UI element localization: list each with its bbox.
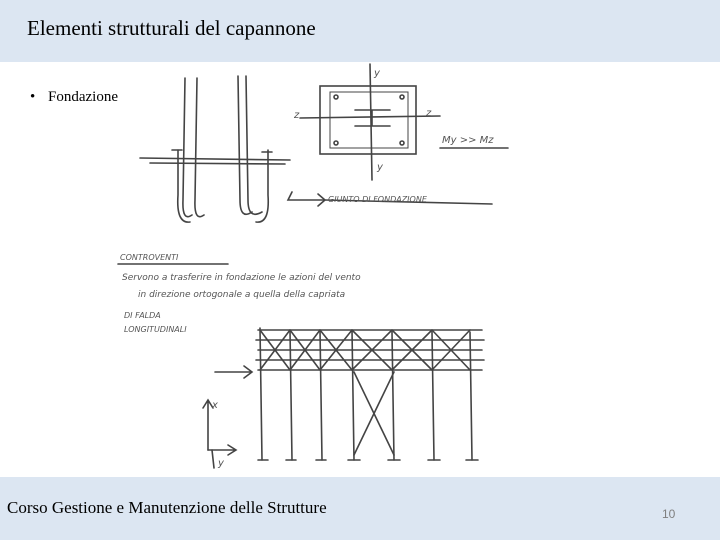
axis-x-label: x	[212, 400, 218, 411]
bracing-item-2: LONGITUDINALI	[124, 325, 187, 334]
bracing-item-1: DI FALDA	[124, 311, 161, 320]
axis-y-top-label: y	[374, 68, 380, 79]
slide-title: Elementi strutturali del capannone	[27, 16, 316, 40]
moment-note: My >> Mz	[442, 135, 494, 146]
bracing-text-line2: in direzione ortogonale a quella della capriata	[138, 290, 346, 300]
footer-bar	[0, 477, 720, 540]
bullet-label: Fondazione	[48, 89, 118, 105]
axis-z-right-label: z	[426, 108, 432, 119]
bullet-dot: •	[30, 89, 36, 105]
page-number: 10	[662, 507, 676, 521]
hand-sketch	[0, 62, 720, 477]
joint-note: GIUNTO DI FONDAZIONE	[328, 195, 427, 204]
bracing-heading: CONTROVENTI	[120, 253, 179, 262]
axis-z-left-label: z	[294, 110, 300, 121]
course-name: Corso Gestione e Manutenzione delle Strutture	[7, 498, 327, 517]
bracing-text-line1: Servono a trasferire in fondazione le azioni del vento	[122, 273, 361, 283]
title-bar	[0, 0, 720, 62]
axis-y-frame-label: y	[218, 458, 224, 469]
axis-y-bottom-label: y	[377, 162, 383, 173]
